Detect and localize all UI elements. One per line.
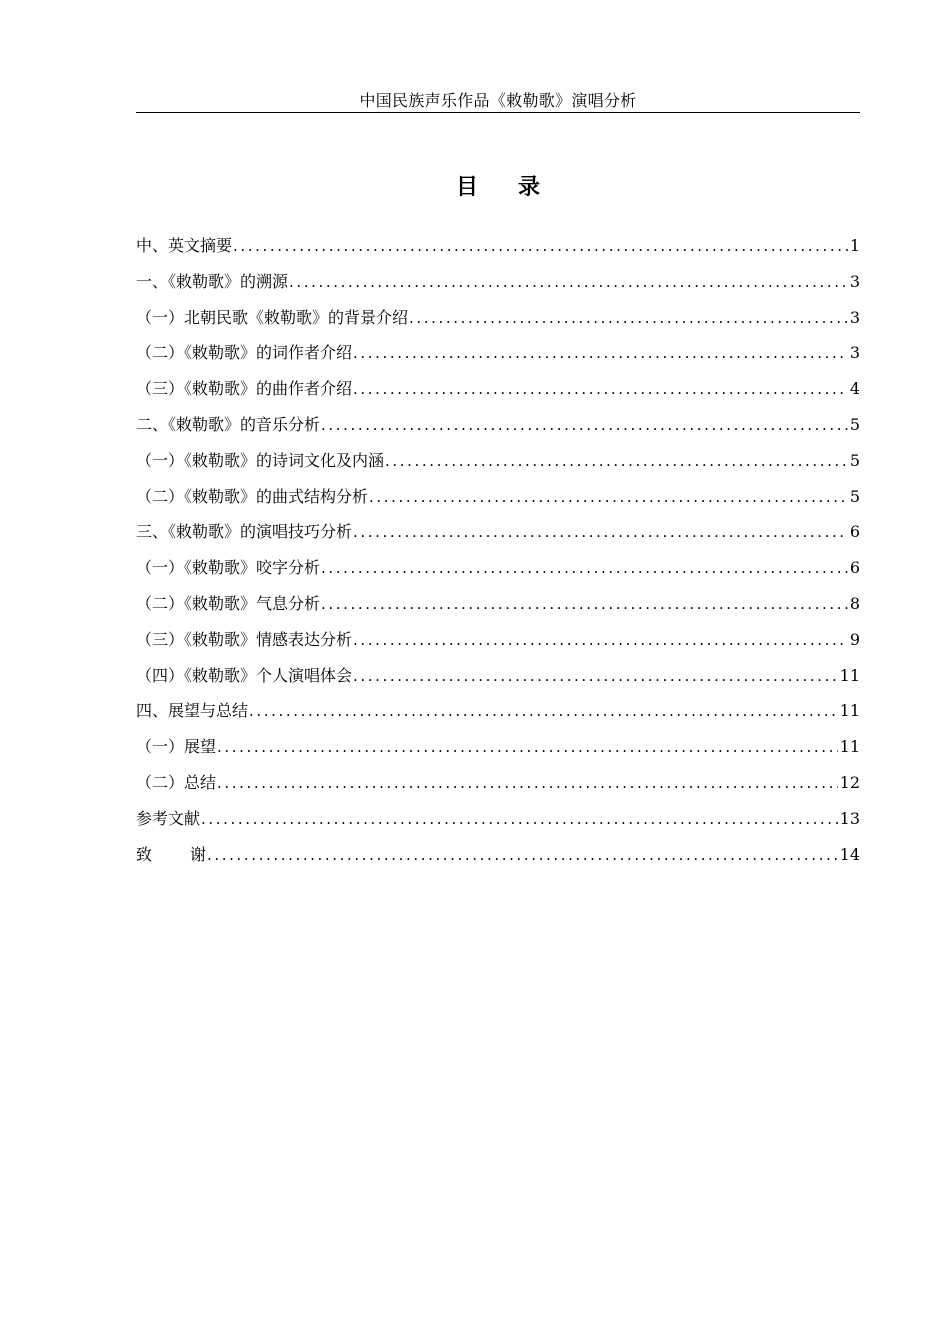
toc-entry-section-4-1[interactable] bbox=[136, 735, 860, 771]
toc-entry-page: 6 bbox=[849, 558, 860, 578]
dot-leader bbox=[207, 843, 838, 867]
toc-entry-label-char-1: 致 bbox=[136, 844, 153, 864]
toc-entry-section-1-2[interactable] bbox=[136, 341, 860, 377]
toc-entry-label: （三）《敕勒歌》的曲作者介绍 bbox=[136, 379, 353, 399]
toc-entry-label: （二）总结 bbox=[136, 772, 217, 792]
toc-entry-page: 4 bbox=[849, 379, 860, 399]
dot-leader bbox=[385, 449, 848, 473]
toc-entry-label: 四、展望与总结 bbox=[136, 701, 249, 721]
toc-entry-label-char-2: 谢 bbox=[190, 844, 207, 864]
running-header: 中国民族声乐作品《敕勒歌》演唱分析 bbox=[359, 91, 637, 110]
dot-leader bbox=[217, 735, 838, 759]
dot-leader bbox=[201, 807, 838, 831]
dot-leader bbox=[353, 664, 838, 688]
dot-leader bbox=[321, 413, 848, 437]
toc-entry-page: 3 bbox=[849, 307, 860, 327]
toc-entry-section-2-1[interactable] bbox=[136, 449, 860, 485]
toc-entry-page: 11 bbox=[839, 737, 860, 757]
toc-entry-label: （四）《敕勒歌》个人演唱体会 bbox=[136, 665, 353, 685]
toc-entry-section-2-2[interactable] bbox=[136, 485, 860, 521]
dot-leader bbox=[249, 699, 838, 723]
toc-title-char-2: 录 bbox=[518, 175, 541, 200]
toc-entry-label: （二）《敕勒歌》气息分析 bbox=[136, 593, 321, 613]
toc-entry-label: （三）《敕勒歌》情感表达分析 bbox=[136, 629, 353, 649]
dot-leader bbox=[353, 341, 848, 365]
toc-entry-references[interactable] bbox=[136, 807, 860, 843]
toc-entry-page: 1 bbox=[849, 236, 860, 255]
toc-entry-page: 5 bbox=[849, 414, 860, 434]
toc-entry-section-1-1[interactable] bbox=[136, 306, 860, 342]
dot-leader bbox=[353, 628, 848, 652]
toc-entry-chapter-4[interactable] bbox=[136, 699, 860, 735]
toc-entry-page: 12 bbox=[839, 772, 860, 792]
toc-entry-page: 11 bbox=[839, 665, 860, 685]
dot-leader bbox=[289, 270, 848, 294]
toc-entry-label: （二）《敕勒歌》的曲式结构分析 bbox=[136, 486, 369, 506]
toc-entry-acknowledgements[interactable] bbox=[136, 843, 860, 879]
dot-leader bbox=[353, 377, 848, 401]
dot-leader bbox=[409, 306, 848, 330]
dot-leader bbox=[353, 520, 848, 544]
dot-leader bbox=[233, 234, 848, 258]
toc-entry-section-4-2[interactable] bbox=[136, 771, 860, 807]
toc-entry-page: 11 bbox=[839, 701, 860, 721]
toc-entry-section-3-2[interactable] bbox=[136, 592, 860, 628]
toc-entry-page: 6 bbox=[849, 522, 860, 542]
toc-entry-abstract[interactable] bbox=[136, 234, 860, 270]
toc-entry-page: 3 bbox=[849, 343, 860, 363]
dot-leader bbox=[369, 485, 848, 509]
toc-entry-label: 二、《敕勒歌》的音乐分析 bbox=[136, 414, 321, 434]
toc-entry-page: 9 bbox=[849, 629, 860, 649]
toc-entry-page: 3 bbox=[849, 271, 860, 291]
dot-leader bbox=[321, 556, 848, 580]
toc-entry-section-1-3[interactable] bbox=[136, 377, 860, 413]
header-rule bbox=[136, 112, 860, 113]
toc-entry-page: 13 bbox=[839, 808, 860, 828]
toc-entry-label: 参考文献 bbox=[136, 808, 201, 828]
toc-entry-page: 14 bbox=[839, 844, 860, 864]
table-of-contents bbox=[136, 234, 860, 878]
toc-entry-label bbox=[136, 843, 206, 867]
toc-entry-section-3-1[interactable] bbox=[136, 556, 860, 592]
toc-entry-label: （一）《敕勒歌》的诗词文化及内涵 bbox=[136, 450, 385, 470]
toc-entry-label: （二）《敕勒歌》的词作者介绍 bbox=[136, 343, 353, 363]
toc-entry-label: （一）展望 bbox=[136, 737, 217, 757]
toc-entry-label: 三、《敕勒歌》的演唱技巧分析 bbox=[136, 522, 353, 542]
toc-entry-chapter-3[interactable] bbox=[136, 520, 860, 556]
toc-entry-chapter-2[interactable] bbox=[136, 413, 860, 449]
toc-entry-label: 一、《敕勒歌》的溯源 bbox=[136, 271, 289, 291]
toc-entry-label: 中、英文摘要 bbox=[136, 236, 233, 255]
toc-entry-chapter-1[interactable] bbox=[136, 270, 860, 306]
dot-leader bbox=[321, 592, 848, 616]
toc-entry-label: （一）《敕勒歌》咬字分析 bbox=[136, 558, 321, 578]
toc-entry-page: 5 bbox=[849, 450, 860, 470]
toc-entry-label: （一）北朝民歌《敕勒歌》的背景介绍 bbox=[136, 307, 409, 327]
toc-entry-section-3-4[interactable] bbox=[136, 664, 860, 700]
toc-entry-page: 5 bbox=[849, 486, 860, 506]
toc-entry-section-3-3[interactable] bbox=[136, 628, 860, 664]
toc-title bbox=[136, 172, 860, 204]
dot-leader bbox=[217, 771, 838, 795]
toc-entry-page: 8 bbox=[849, 593, 860, 613]
toc-title-char-1: 目 bbox=[455, 175, 478, 200]
